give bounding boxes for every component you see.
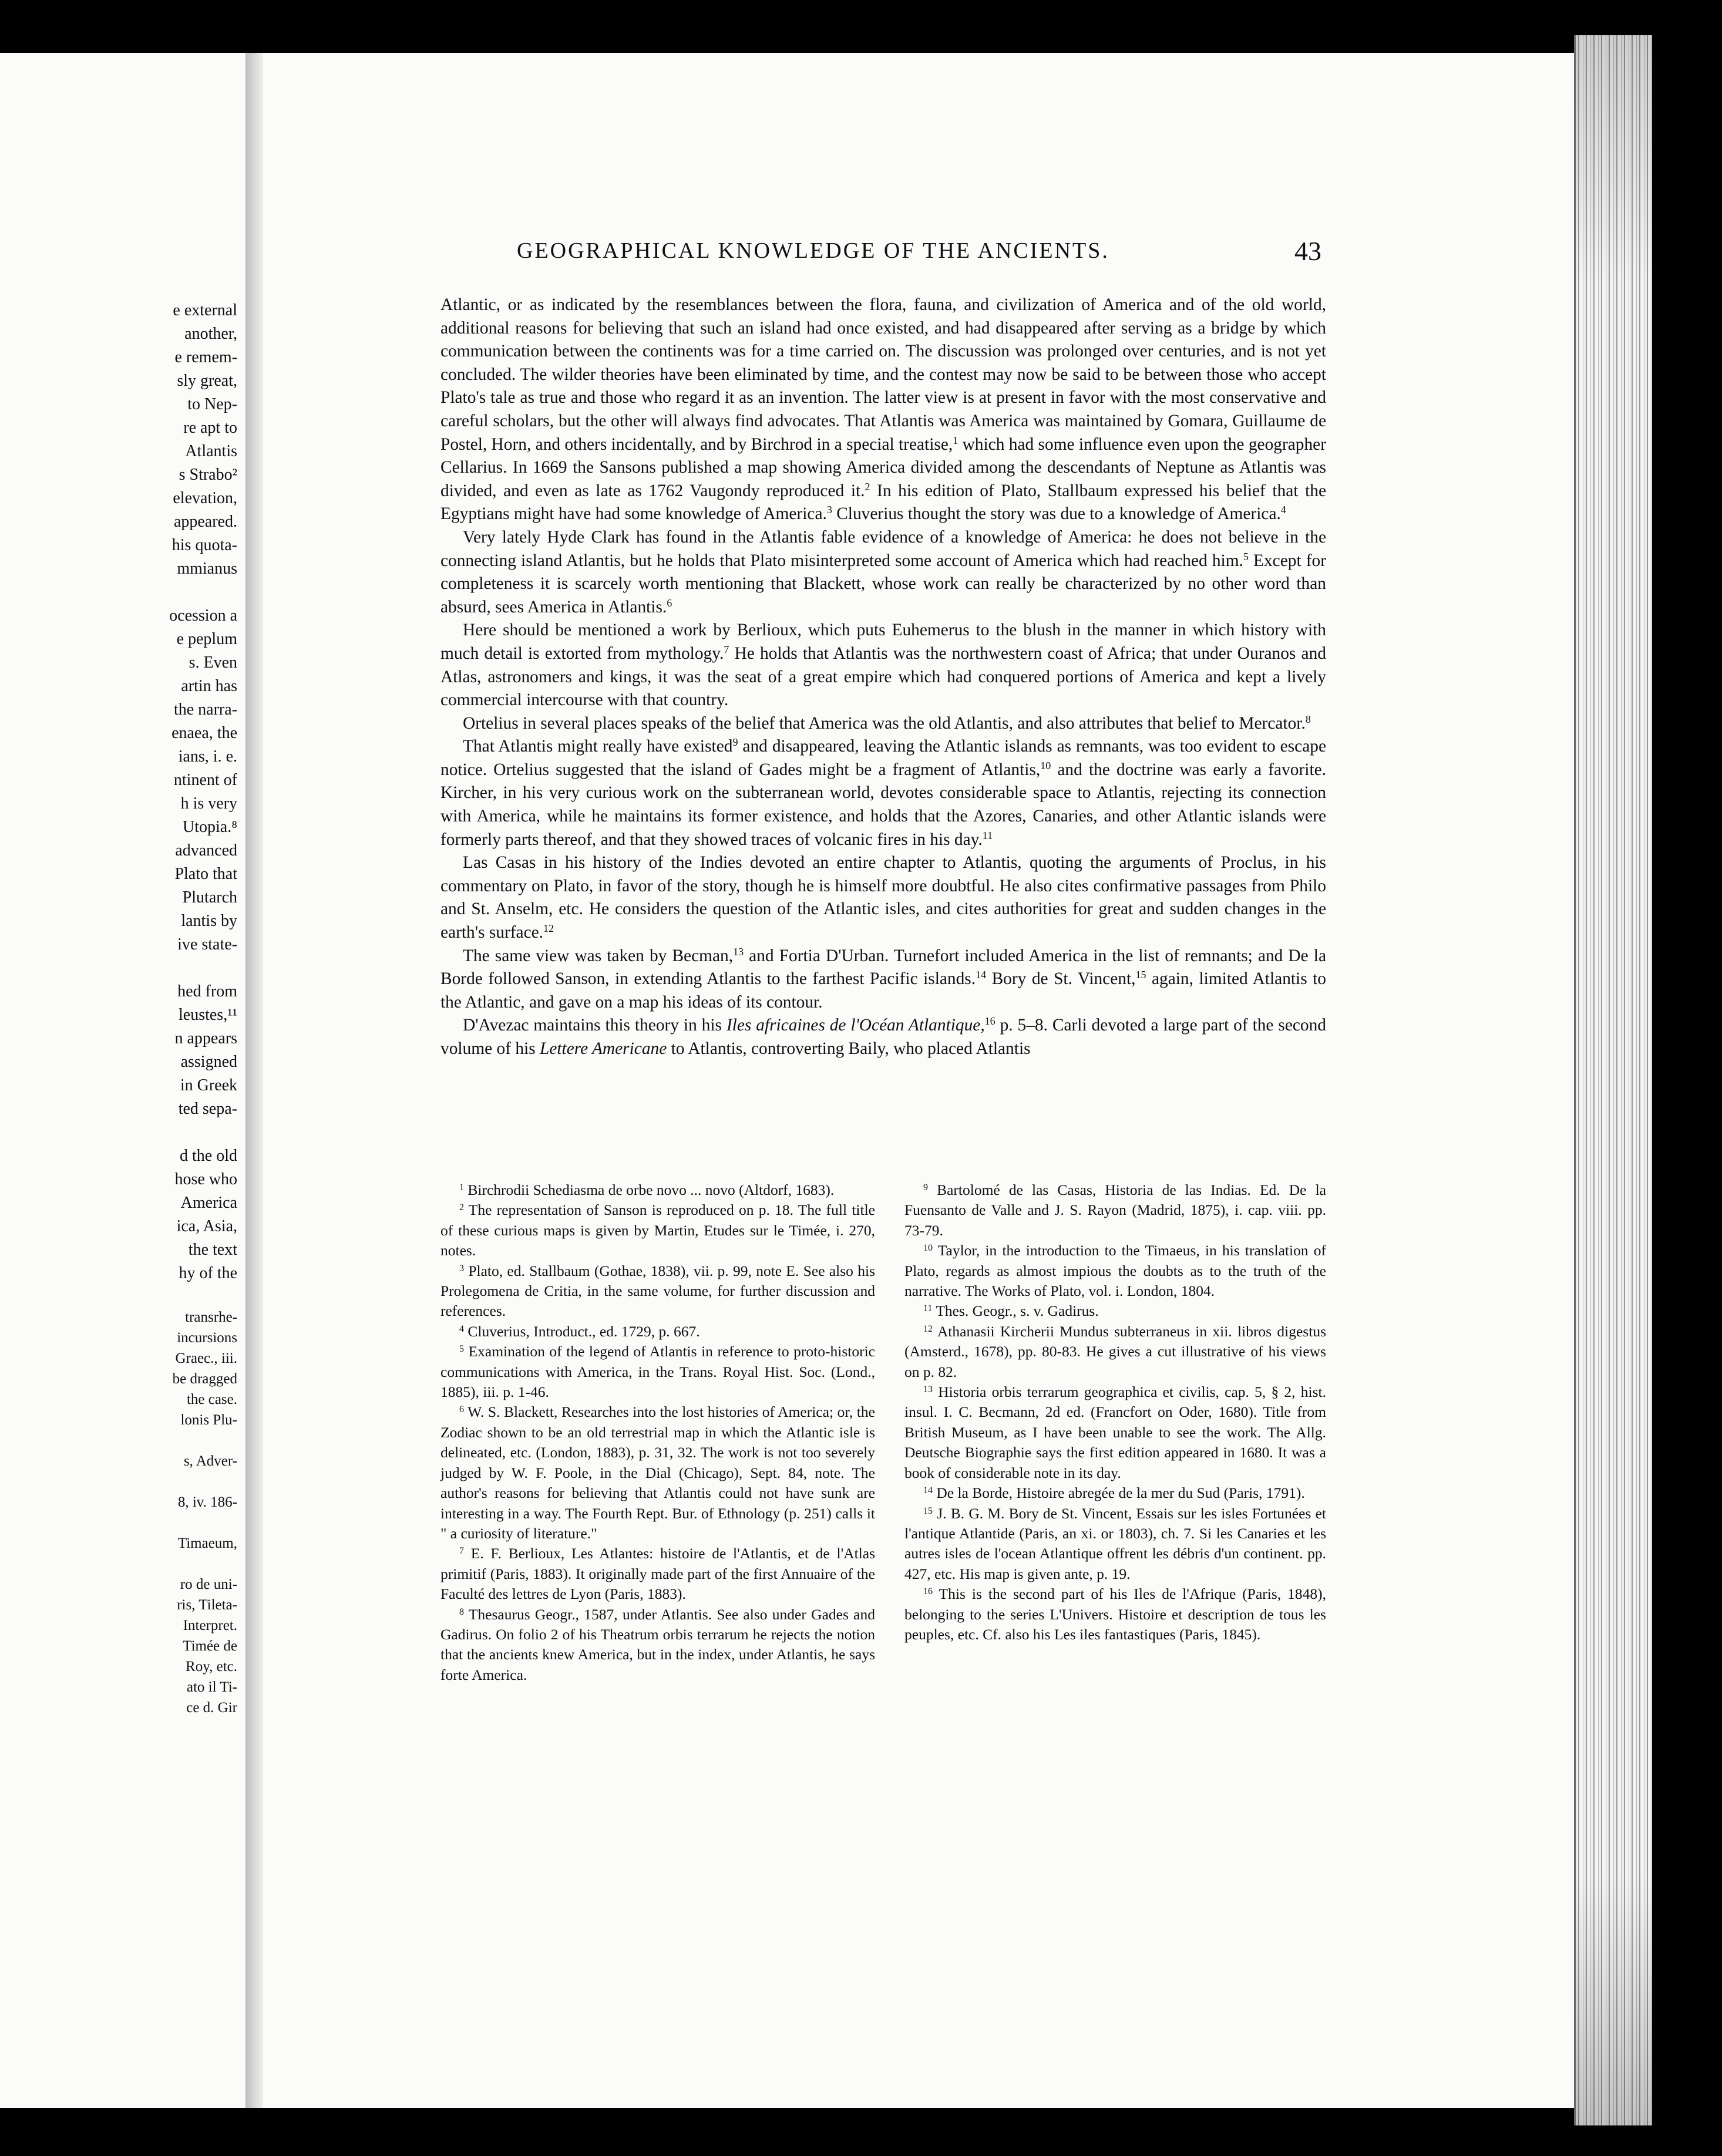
left-line-fragment: ntinent of bbox=[173, 771, 237, 789]
footnote-text: Birchrodii Schediasma de orbe novo ... novo (Altdorf, 1683). bbox=[464, 1181, 835, 1198]
left-line-fragment: s, Adver- bbox=[183, 1453, 237, 1469]
footnote-number: 6 bbox=[459, 1404, 464, 1415]
footnote-text: Athanasii Kircherii Mundus subterraneus in xii. libros digestus (Amsterd., 1678), pp. 80-83. He gives a cut illustrative of his views on p. 82. bbox=[904, 1322, 1326, 1380]
footnote-number: 5 bbox=[459, 1344, 464, 1355]
left-line-fragment: ica, Asia, bbox=[176, 1217, 237, 1235]
left-line-fragment: Timaeum, bbox=[177, 1535, 237, 1551]
left-line-fragment: e remem- bbox=[174, 348, 237, 366]
left-line-fragment: to Nep- bbox=[187, 395, 237, 413]
footnote-number: 13 bbox=[923, 1384, 933, 1395]
footnote-number: 16 bbox=[923, 1586, 933, 1597]
footnote-text: Cluverius, Introduct., ed. 1729, p. 667. bbox=[464, 1322, 700, 1340]
footnote-text: The representation of Sanson is reproduced on p. 18. The full title of these curious maps is given by Martin, Etudes sur le Timée, i. 270, notes. bbox=[440, 1201, 875, 1259]
left-line-fragment: ians, i. e. bbox=[178, 747, 237, 766]
paragraph-1: Atlantic, or as indicated by the resemblances between the flora, fauna, and civilization of America and of the old world, additional reasons for believing that such an island had once existed, and had disappeared after serving as a bridge by which communication between the continents was for a time carried on. The discussion was prolonged over centuries, and is not yet concluded. The wilder theories have been eliminated by time, and the contest may now be said to be between those who accept Plato's tale as true and those who regard it as an invention. The latter view is at present in favor with the most conservative and careful scholars, but the other will always find advocates. That Atlantis was America was maintained by Gomara, Guillaume de Postel, Horn, and others incidentally, and by Birchrod in a special treatise,$^1$ which had some influence even upon the geographer Cellarius. In 1669 the Sansons published a map showing America divided among the descendants of Neptune as Atlantis was divided, and even as late as 1762 Vaugondy reproduced it.$^2$ In his edition of Plato, Stallbaum expressed his belief that the Egyptians might have had some knowledge of America.$^3$ Cluverius thought the story was due to a knowledge of America.$^4$ bbox=[440, 295, 1327, 524]
footnote-text: J. B. G. M. Bory de St. Vincent, Essais sur les isles Fortunées et l'antique Atlantide (Paris, an xi. or 1803), ch. 7. Si les Canaries et les autres isles de l'ocean Atlantique offrent les débris d'un continent. pp. 427, etc. His map is given ante, p. 19. bbox=[904, 1504, 1326, 1582]
footnote bbox=[440, 1261, 875, 1322]
footnote-text: De la Borde, Histoire abregée de la mer du Sud (Paris, 1791). bbox=[933, 1484, 1305, 1502]
footnote bbox=[440, 1322, 875, 1342]
left-line-fragment: sly great, bbox=[177, 372, 237, 390]
left-line-fragment: another, bbox=[184, 325, 237, 343]
footnote-number: 3 bbox=[459, 1263, 464, 1274]
left-line-fragment: re apt to bbox=[183, 419, 237, 437]
left-line-fragment: s. Even bbox=[189, 653, 237, 672]
left-line-fragment: ro de uni- bbox=[180, 1576, 237, 1592]
left-line-fragment: lonis Plu- bbox=[180, 1412, 237, 1428]
left-line-fragment: assigned bbox=[180, 1053, 237, 1071]
left-line-fragment: the text bbox=[188, 1241, 237, 1259]
left-line-fragment: advanced bbox=[175, 841, 237, 860]
footnote-text: This is the second part of his Iles de l'Afrique (Paris, 1848), belonging to the series L'Univers. Histoire et description de tous les peuples, etc. Cf. also his Les iles fantastiques (Paris, 1845). bbox=[904, 1585, 1326, 1643]
footnote-text: Bartolomé de las Casas, Historia de las Indias. Ed. De la Fuensanto de Valle and J. S. Rayon (Madrid, 1875), i. cap. viii. pp. 73-79. bbox=[904, 1181, 1326, 1239]
left-line-fragment: e peplum bbox=[176, 630, 237, 648]
paragraph-6: Las Casas in his history of the Indies devoted an entire chapter to Atlantis, quoting the arguments of Proclus, in his commentary on Plato, in favor of the story, though he is himself more doubtful. He also cites confirmative passages from Philo and St. Anselm, etc. He considers the question of the Atlantic isles, and cites authorities for great and sudden changes in the earth's surface.$^{12}$ bbox=[440, 853, 1326, 942]
left-line-fragment: ive state- bbox=[177, 935, 237, 954]
main-text bbox=[440, 294, 1326, 1061]
paragraph-8: D'Avezac maintains this theory in his Iles africaines de l'Océan Atlantique,$^{16}$ p. 5–8. Carli devoted a large part of the second volume of his Lettere Americane to Atlantis, controverting Baily, who placed Atlantis bbox=[440, 1015, 1326, 1058]
footnote-text: Thesaurus Geogr., 1587, under Atlantis. See also under Gades and Gadirus. On folio 2 of his Theatrum orbis terrarum he rejects the notion that the ancients knew America, but in the index, under Atlantis, he says forte America. bbox=[440, 1605, 875, 1683]
page-number: 43 bbox=[1294, 236, 1321, 266]
left-line-fragment: ato il Ti- bbox=[186, 1679, 237, 1695]
running-head bbox=[517, 236, 1321, 273]
paragraph-2: Very lately Hyde Clark has found in the Atlantis fable evidence of a knowledge of America: he does not believe in the connecting island Atlantis, but he holds that Plato misinterpreted some account of America which had reached him.$^5$ Except for completeness it is scarcely worth mentioning that Blackett, whose work can really be characterized by no other word than absurd, sees America in Atlantis.$^6$ bbox=[440, 527, 1326, 617]
page-edges bbox=[1574, 35, 1652, 2125]
footnote-text: Thes. Geogr., s. v. Gadirus. bbox=[932, 1302, 1099, 1320]
left-line-fragment: s Strabo² bbox=[179, 466, 237, 484]
left-line-fragment: hose who bbox=[174, 1170, 237, 1188]
left-line-fragment: ocession a bbox=[169, 607, 237, 625]
footnote-number: 11 bbox=[923, 1303, 933, 1314]
left-line-fragment: Utopia.⁸ bbox=[183, 818, 237, 836]
left-line-fragment: ce d. Gir bbox=[186, 1700, 237, 1716]
footnote bbox=[440, 1180, 875, 1200]
footnote-text: Plato, ed. Stallbaum (Gothae, 1838), vii. p. 99, note E. See also his Prolegomena de Critia, in the same volume, for further discussion and references. bbox=[440, 1262, 875, 1320]
paragraph-4: Ortelius in several places speaks of the belief that America was the old Atlantis, and also attributes that belief to Mercator.$^8$ bbox=[463, 713, 1311, 733]
footnote-number: 10 bbox=[923, 1243, 933, 1254]
footnote-number: 8 bbox=[459, 1606, 464, 1617]
footnote-number: 14 bbox=[923, 1485, 933, 1496]
footnote bbox=[440, 1342, 875, 1402]
footnote-text: Examination of the legend of Atlantis in reference to proto-historic communications with America, in the Trans. Royal Hist. Soc. (Lond., 1885), iii. p. 1-46. bbox=[440, 1343, 875, 1401]
footnote-number: 9 bbox=[923, 1183, 928, 1192]
paragraph-5: That Atlantis might really have existed$^9$ and disappeared, leaving the Atlantic islands as remnants, was too evident to escape notice. Ortelius suggested that the island of Gades might be a fragment of Atlantis,$^{10}$ and the doctrine was early a favorite. Kircher, in his very curious work on the subterranean world, devotes considerable space to Atlantis, rejecting its connection with America, while he maintains its former existence, and holds that the Azores, Canaries, and other Atlantic islands were formerly parts thereof, and that they showed traces of volcanic fires in his day.$^{11}$ bbox=[440, 736, 1326, 849]
left-line-fragment: elevation, bbox=[173, 489, 237, 507]
footnote-text: W. S. Blackett, Researches into the lost histories of America; or, the Zodiac shown to be an old terrestrial map in which the Atlantic isle is delineated, etc. (London, 1883), p. 31, 32. The work is not too severely judged by W. F. Poole, in the Dial (Chicago), Sept. 84, note. The author's reasons for believing that Atlantis could not have sunk are interesting in a way. The Fourth Rept. Bur. of Ethnology (p. 251) calls it " a curiosity of literature." bbox=[440, 1403, 875, 1542]
footnote-text: Historia orbis terrarum geographica et civilis, cap. 5, § 2, hist. insul. I. C. Becmann, 2d ed. (Francfort on Oder, 1680). Title from British Museum, as I have been unable to see the work. The Allg. Deutsche Biographie says the first edition appeared in 1680. It was a book of considerable note in its day. bbox=[904, 1383, 1326, 1481]
left-line-fragment: leustes,¹¹ bbox=[179, 1006, 237, 1024]
left-line-fragment: transrhe- bbox=[185, 1309, 237, 1325]
left-line-fragment: Roy, etc. bbox=[186, 1659, 237, 1675]
left-line-fragment: America bbox=[180, 1194, 237, 1212]
footnote-number: 12 bbox=[923, 1323, 933, 1334]
left-line-fragment: the case. bbox=[186, 1392, 237, 1407]
left-line-fragment: h is very bbox=[180, 794, 237, 813]
left-line-fragment: d the old bbox=[180, 1147, 237, 1165]
footnote-number: 15 bbox=[923, 1505, 933, 1516]
footnote-number: 7 bbox=[459, 1546, 464, 1557]
footnote bbox=[904, 1301, 1326, 1321]
footnote-number: 4 bbox=[459, 1323, 464, 1334]
footnote bbox=[904, 1241, 1326, 1301]
footnotes-right-column bbox=[904, 1180, 1326, 1645]
footnote-number: 1 bbox=[459, 1183, 464, 1192]
left-line-fragment: 8, iv. 186- bbox=[177, 1494, 237, 1510]
left-line-fragment: enaea, the bbox=[171, 724, 237, 742]
footnote bbox=[904, 1180, 1326, 1241]
left-line-fragment: hy of the bbox=[179, 1264, 237, 1282]
left-line-fragment: Plutarch bbox=[182, 888, 237, 907]
left-line-fragment: mmianus bbox=[177, 560, 237, 578]
footnote-text: E. F. Berlioux, Les Atlantes: histoire de l'Atlantis, et de l'Atlas primitif (Paris, 1883). It originally made part of the first Annuaire of the Faculté des lettres de Lyon (Paris, 1883). bbox=[440, 1545, 875, 1603]
left-line-fragment: in Greek bbox=[180, 1076, 237, 1094]
left-line-fragment: Graec., iii. bbox=[175, 1350, 237, 1366]
left-line-fragment: Timée de bbox=[183, 1638, 237, 1654]
left-line-fragment: e external bbox=[173, 301, 237, 319]
left-line-fragment: his quota- bbox=[171, 536, 237, 554]
left-page-fragment bbox=[0, 53, 245, 2108]
left-line-fragment: Atlantis bbox=[185, 442, 237, 460]
left-line-fragment: incursions bbox=[177, 1330, 237, 1346]
footnote bbox=[904, 1322, 1326, 1382]
footnotes-left-column bbox=[440, 1180, 875, 1685]
footnote-number: 2 bbox=[459, 1202, 464, 1213]
left-line-fragment: appeared. bbox=[173, 513, 237, 531]
left-line-fragment: Interpret. bbox=[183, 1618, 237, 1633]
left-line-fragment: lantis by bbox=[181, 912, 237, 930]
footnote bbox=[904, 1382, 1326, 1483]
footnote-text: Taylor, in the introduction to the Timaeus, in his translation of Plato, regards as almost impious the doubts as to the truth of the narrative. The Works of Plato, vol. i. London, 1804. bbox=[904, 1242, 1326, 1300]
footnote bbox=[440, 1402, 875, 1544]
left-line-fragment: the narra- bbox=[173, 700, 237, 719]
book-gutter bbox=[245, 53, 263, 2108]
left-line-fragment: n appears bbox=[174, 1029, 237, 1047]
left-line-fragment: be dragged bbox=[172, 1371, 237, 1387]
footnote bbox=[440, 1544, 875, 1604]
left-line-fragment: artin has bbox=[181, 677, 237, 695]
footnote bbox=[904, 1504, 1326, 1585]
paragraph-7: The same view was taken by Becman,$^{13}$ and Fortia D'Urban. Turnefort included America in the list of remnants; and De la Borde followed Sanson, in extending Atlantis to the farthest Pacific islands.$^{14}$ Bory de St. Vincent,$^{15}$ again, limited Atlantis to the Atlantic, and gave on a map his ideas of its contour. bbox=[440, 945, 1326, 1012]
left-line-fragment: ris, Tileta- bbox=[177, 1597, 237, 1613]
footnote bbox=[904, 1584, 1326, 1645]
footnote bbox=[440, 1200, 875, 1261]
footnote bbox=[440, 1605, 875, 1686]
left-line-fragment: Plato that bbox=[174, 865, 237, 883]
paragraph-3: Here should be mentioned a work by Berlioux, which puts Euhemerus to the blush in the manner in which history with much detail is extorted from mythology.$^7$ He holds that Atlantis was the northwestern coast of Africa; that under Ouranos and Atlas, astronomers and kings, it was the seat of a great empire which had conquered portions of America and kept a lively commercial intercourse with that country. bbox=[440, 621, 1326, 710]
left-line-fragment: hed from bbox=[177, 982, 237, 1000]
left-line-fragment: ted sepa- bbox=[178, 1100, 237, 1118]
running-head-title: GEOGRAPHICAL KNOWLEDGE OF THE ANCIENTS. bbox=[517, 238, 1109, 263]
footnote bbox=[904, 1483, 1326, 1503]
